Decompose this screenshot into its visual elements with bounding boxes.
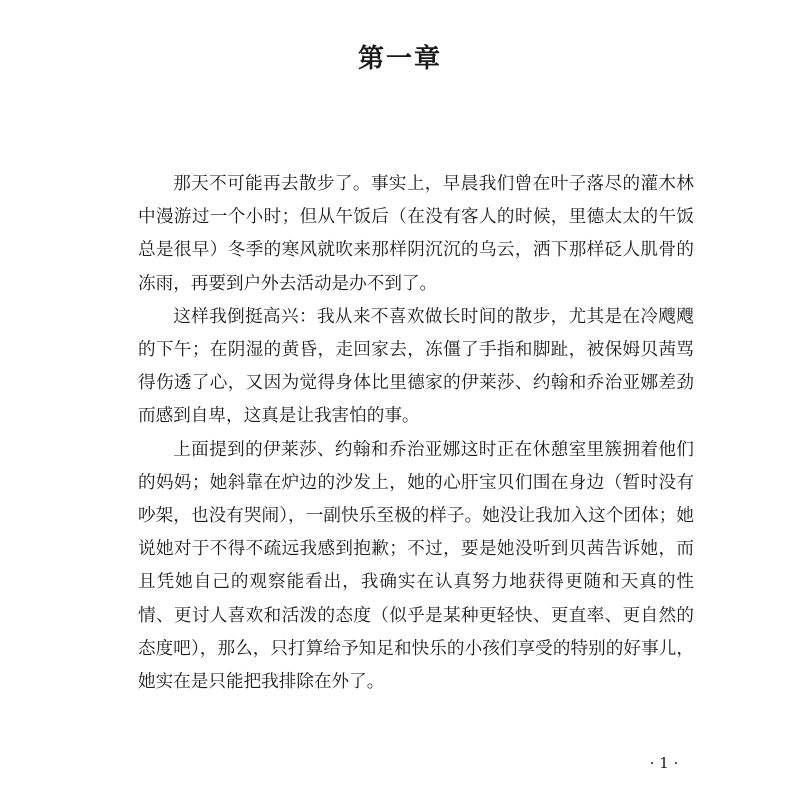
paragraph-3: 上面提到的伊莱莎、约翰和乔治亚娜这时正在休憩室里簇拥着他们的妈妈；她斜靠在炉边的沙发上，她的心肝宝贝们围在身边（暂时没有吵架，也没有哭闹），一副快乐至极的样子。她没让我加入这个团体；她说她对于不得不疏远我感到抱歉；不过，要是她没听到贝茜告诉她，而且凭她自己的观察能看出，我确实在认真努力地获得更随和天真的性情、更讨人喜欢和活泼的态度（似乎是某种更轻快、更直率、更自然的态度吧），那么，只打算给予知足和快乐的小孩们享受的特别的好事儿，她实在是只能把我排除在外了。 bbox=[138, 439, 694, 693]
paragraph-2: 这样我倒挺高兴：我从来不喜欢做长时间的散步，尤其是在冷飕飕的下午；在阴湿的黄昏，走回家去，冻僵了手指和脚趾，被保姆贝茜骂得伤透了心，又因为觉得身体比里德家的伊莱莎、约翰和乔治亚娜差劲而感到自卑，这真是让我害怕的事。 bbox=[138, 306, 694, 427]
body-text bbox=[138, 168, 694, 699]
page-number: · 1 · bbox=[649, 754, 679, 772]
chapter-title: 第一章 bbox=[357, 44, 442, 74]
paragraph-1: 那天不可能再去散步了。事实上，早晨我们曾在叶子落尽的灌木林中漫游过一个小时；但从午饭后（在没有客人的时候，里德太太的午饭总是很早）冬季的寒风就吹来那样阴沉沉的乌云，洒下那样砭人肌骨的冻雨，再要到户外去活动是办不到了。 bbox=[138, 174, 694, 294]
